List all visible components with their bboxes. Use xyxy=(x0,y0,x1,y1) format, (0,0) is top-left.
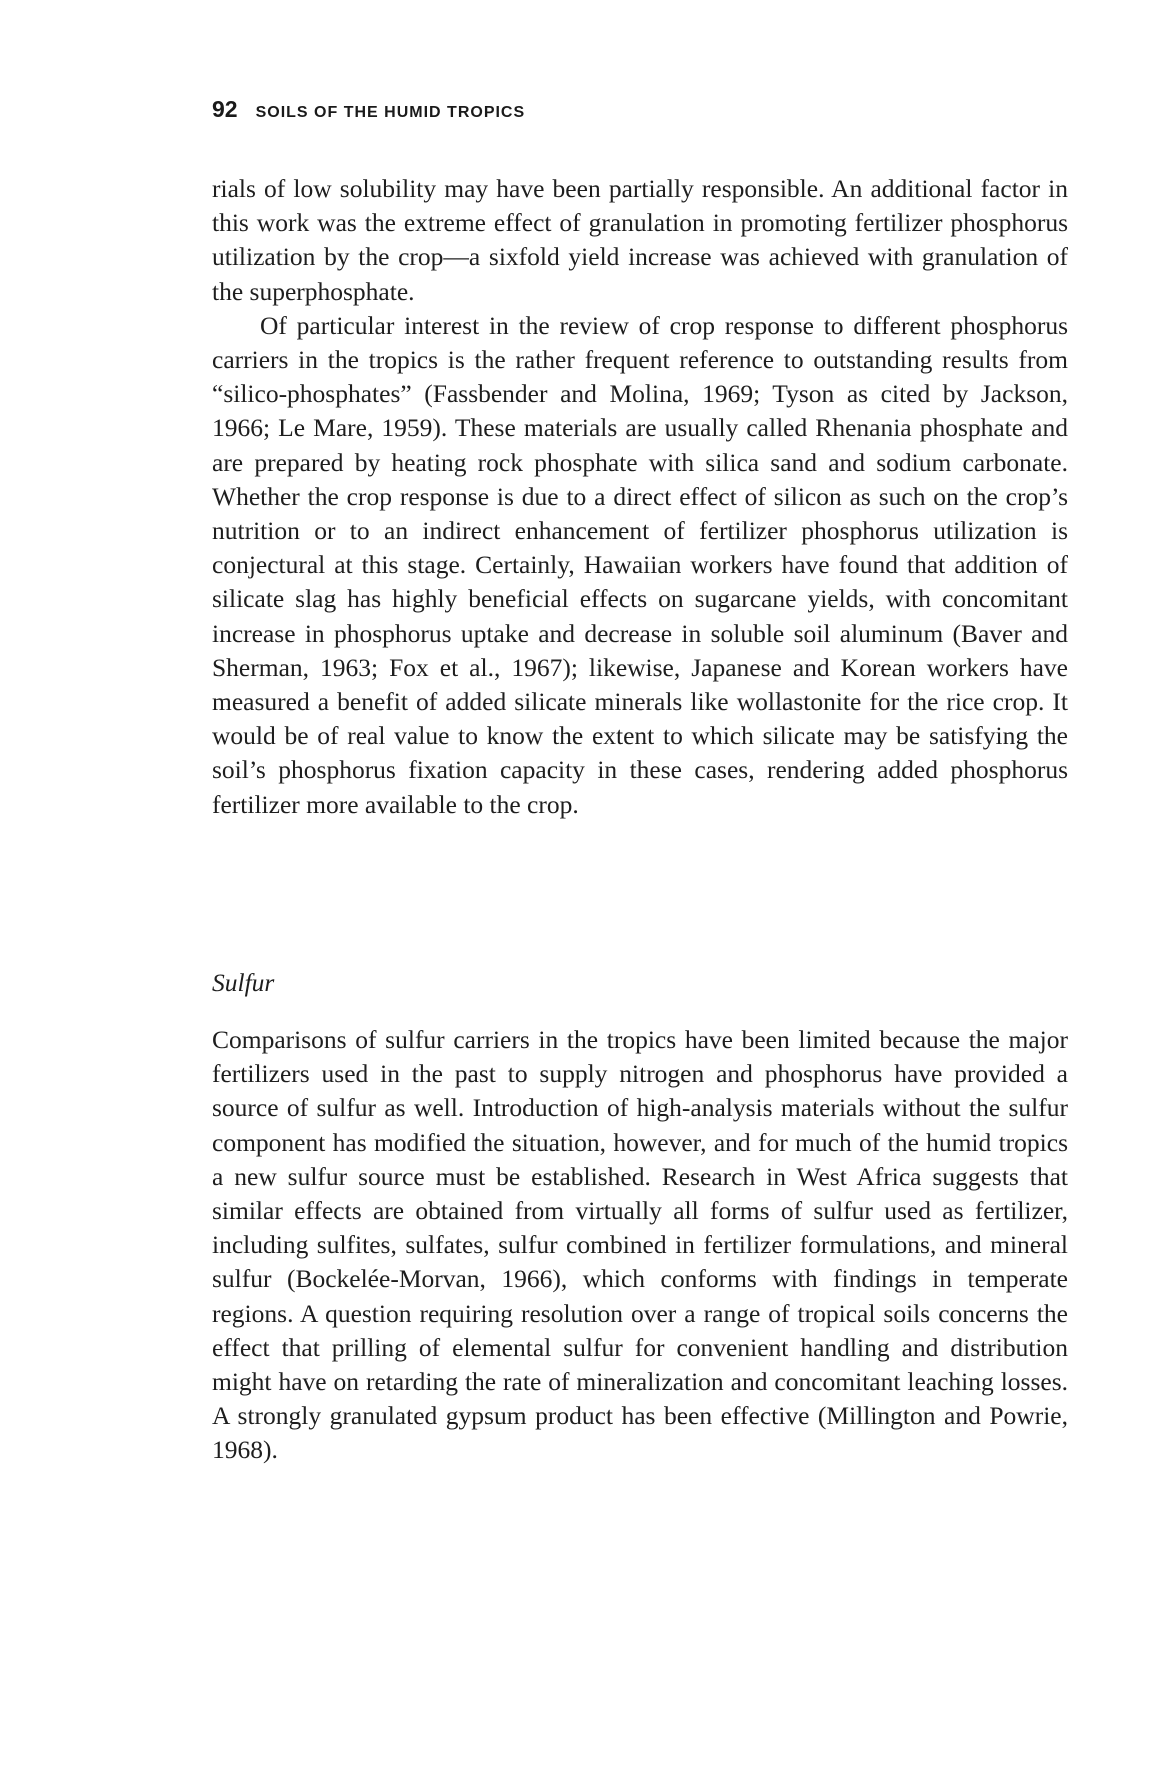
paragraph-continued: rials of low solubility may have been partially responsible. An additional factor in this work was the extreme effect of granulation in promoting fertilizer phosphorus utilization by the crop—a sixfold yield increase was achieved with granulation of the superphosphate. xyxy=(212,174,1068,306)
body-text-block xyxy=(212,172,1068,822)
sulfur-text-block xyxy=(212,1023,1068,1468)
section-heading-sulfur: Sulfur xyxy=(212,968,275,997)
running-head xyxy=(212,96,525,128)
running-title: SOILS OF THE HUMID TROPICS xyxy=(255,104,526,121)
paragraph-silico-phosphates: Of particular interest in the review of crop response to different phosphorus carriers in the tropics is the rather frequent reference to outstanding results from “silico-phosphates” (Fassbender and Molina, 1969; Tyson as cited by Jackson, 1966; Le Mare, 1959). These materials are usually called Rhenania phosphate and are prepared by heating rock phosphate with silica sand and sodium carbonate. Whether the crop response is due to a direct effect of silicon as such on the crop’s nutrition or to an indirect enhancement of fertilizer phosphorus utilization is conjectural at this stage. Certainly, Hawaiian workers have found that addition of silicate slag has highly beneficial effects on sugarcane yields, with concomitant increase in phosphorus uptake and decrease in soluble soil aluminum (Baver and Sherman, 1963; Fox et al., 1967); likewise, Japanese and Korean workers have measured a benefit of added silicate minerals like wollastonite for the rice crop. It would be of real value to know the extent to which silicate may be satisfying the soil’s phosphorus fixation capacity in these cases, rendering added phosphorus fertilizer more available to the crop. xyxy=(212,310,1068,819)
paragraph-sulfur: Comparisons of sulfur carriers in the tropics have been limited because the major fertilizers used in the past to supply nitrogen and phosphorus have provided a source of sulfur as well. Introduction of high-analysis materials without the sulfur component has modified the situation, however, and for much of the humid tropics a new sulfur source must be established. Research in West Africa suggests that similar effects are obtained from virtually all forms of sulfur used as fertilizer, including sulfites, sulfates, sulfur combined in fertilizer formulations, and mineral sulfur (Bockelée-Morvan, 1966), which conforms with findings in temperate regions. A question requiring resolution over a range of tropical soils concerns the effect that prilling of elemental sulfur for convenient handling and distribution might have on retarding the rate of mineralization and concomitant leaching losses. A strongly granulated gypsum product has been effective (Millington and Powrie, 1968). xyxy=(212,1025,1068,1465)
page-number: 92 xyxy=(212,96,238,122)
